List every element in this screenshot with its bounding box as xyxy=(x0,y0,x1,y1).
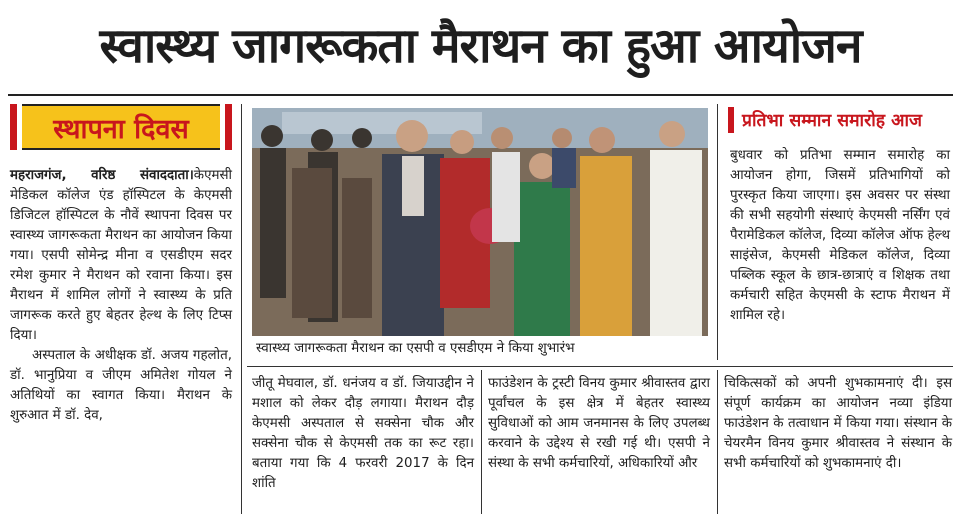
tag-right-bar xyxy=(225,104,232,150)
column-divider-3 xyxy=(481,370,482,514)
column-divider-4 xyxy=(717,370,718,514)
article-para-1: केएमसी मेडिकल कॉलेज एंड हॉस्पिटल के केएमसी डिजिटल हॉस्पिटल के नौवें स्थापना दिवस पर स्वास्थ्य जागरूकता मैराथन का आयोजन किया गया। एसपी सोमेन्द्र मीना व एसडीएम सदर रमेश कुमार ने मैराथन को रवाना किया। इस मैराथन में शामिल लोगों ने स्वास्थ्य के प्रति जागरूक करते हुए बेहतर हेल्थ के लिए टिप्स दिया। xyxy=(10,168,232,343)
byline: महराजगंज, वरिष्ठ संवाददाता। xyxy=(10,168,194,183)
article-column-2 xyxy=(252,374,474,494)
column-divider-2 xyxy=(717,104,718,360)
section-tag xyxy=(10,104,232,150)
tag-left-bar xyxy=(10,104,17,150)
photo-caption: स्वास्थ्य जागरूकता मैराथन का एसपी व एसडीएम ने किया शुभारंभ xyxy=(256,341,575,356)
sidebar-text xyxy=(730,146,950,326)
article-column-4 xyxy=(724,374,952,474)
sidebar-heading-text: प्रतिभा सम्मान समारोह आज xyxy=(742,111,923,131)
sidebar-heading-mark xyxy=(728,107,734,133)
article-column-3 xyxy=(488,374,710,474)
article-para-2: अस्पताल के अधीक्षक डॉ. अजय गहलोत, डॉ. भानुप्रिया व जीएम अमितेश गोयल ने अतिथियों का स्वागत किया। मैराथन के शुरुआत में डॉ. देव, xyxy=(10,348,232,423)
news-photo xyxy=(252,108,708,336)
article-para-4: फाउंडेशन के ट्रस्टी विनय कुमार श्रीवास्तव द्वारा पूर्वांचल के इस क्षेत्र में बेहतर स्वास्थ्य सुविधाओं को आम जनमानस के लिए उपलब्ध करवाने के उद्देश्य से रखी गई थी। एसपी ने संस्था के सभी कर्मचारियों, अधिकारियों और xyxy=(488,376,710,471)
bottom-section-rule xyxy=(247,366,953,367)
article-column-1 xyxy=(10,166,232,426)
news-photo-illustration xyxy=(252,108,708,336)
sidebar-heading xyxy=(728,104,952,136)
column-divider-1 xyxy=(241,104,242,514)
sidebar-paragraph: बुधवार को प्रतिभा सम्मान समारोह का आयोजन होगा, जिसमें प्रतिभागियों को पुरस्कृत किया जाएगा। इस अवसर पर संस्था की सभी सहयोगी संस्थाएं केएमसी नर्सिंग एवं पैरामेडिकल कॉलेज, दिव्या कॉलेज ऑफ हेल्थ साइंसेज, केएमसी मेडिकल कॉलेज, दिव्या पब्लिक स्कूल के छात्र-छात्राएं व शिक्षक तथा कर्मचारी सहित केएमसी के स्टाफ मैराथन में शामिल रहे। xyxy=(730,148,950,323)
article-para-5: चिकित्सकों को अपनी शुभकामनाएं दी। इस संपूर्ण कार्यक्रम का आयोजन नव्या इंडिया फाउंडेशन के तत्वाधान में किया गया। संस्थान के चेयरमैन विनय कुमार श्रीवास्तव ने संस्थान के सभी कर्मचारियों को शुभकामनाएं दी। xyxy=(724,376,952,471)
section-tag-label: स्थापना दिवस xyxy=(22,104,220,150)
headline: स्वास्थ्य जागरूकता मैराथन का हुआ आयोजन xyxy=(99,18,862,74)
headline-rule xyxy=(8,94,953,96)
article-para-3: जीतू मेघवाल, डॉ. धनंजय व डॉ. जियाउद्दीन ने मशाल को लेकर दौड़ लगाया। मैराथन दौड़ केएमसी अस्पताल से सक्सेना चौक और सक्सेना चौक से केएमसी तक का रूट रहा। बताया गया कि 4 फरवरी 2017 के दिन शांति xyxy=(252,376,474,491)
